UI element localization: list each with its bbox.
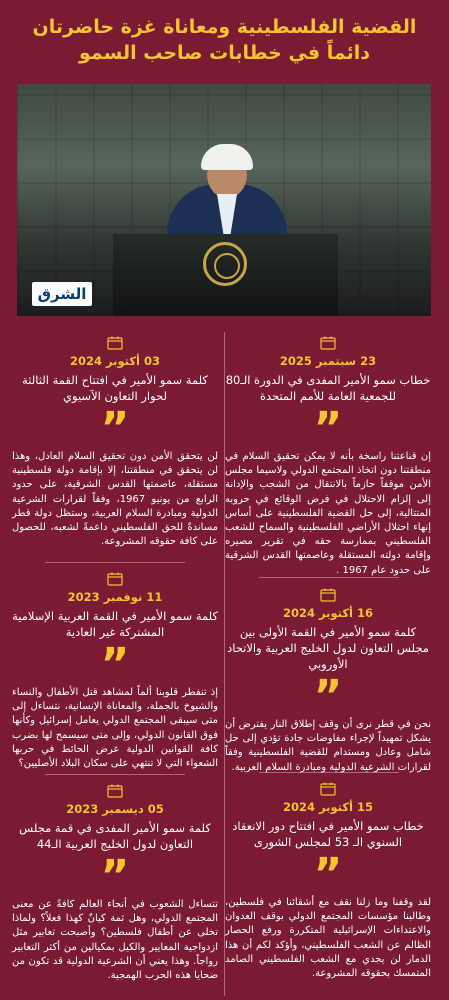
speech-date: 05 ديسمبر 2023 [66,802,164,816]
quote-icon: ” [313,849,343,900]
speech-text: نحن في قطر نرى أن وقف إطلاق النار يفترض أن يشكل تمهيداً لإجراء مفاوضات جادة تؤدي إلى حل شامل وعادل ومستدام للقضية الفلسطينية وفقاً لقرارات الشرعية الدولية ومبادرة السلام العربية. [225,719,431,773]
speech-date: 15 أكتوبر 2024 [282,800,374,814]
speech-date: 11 نوفمبر 2023 [67,590,163,604]
card-separator [45,562,185,563]
speech-date: 03 أكتوبر 2024 [69,354,161,368]
quote-icon: ” [100,403,130,454]
calendar-icon [320,336,336,350]
speech-text: لقد وقفنا وما زلنا نقف مع أشقائنا في فلسطين، وطالبنا مؤسسات المجتمع الدولي بوقف العدوان والاعتداءات الإسرائيلية المتكررة ورفع الحصار الظالم عن الشعب الفلسطيني، وأؤكد لكم أن هذا الدمار لن يجدي مع الشعب الفلسطيني الصامد المتمسك بحقوقه المشروعة. [225,897,431,980]
speech-title: خطاب سمو الأمير في افتتاح دور الانعقاد السنوي الـ 53 لمجلس الشورى [232,819,424,849]
speech-title: كلمة سمو الأمير المفدى في قمة مجلس التعاون لدول الخليج العربية الـ44 [19,821,211,851]
page-title [10,14,439,66]
card-separator [259,577,399,578]
speech-card [12,784,218,983]
speech-title: كلمة سمو الأمير في افتتاح القمة الثالثة لحوار التعاون الآسيوي [22,373,208,403]
quote-icon: ” [313,671,343,722]
calendar-icon [107,336,123,350]
speech-card [225,782,431,981]
quote-icon: ” [313,403,343,454]
speech-date: 23 سبتمبر 2025 [279,354,377,368]
speech-title: خطاب سمو الأمير المفدى في الدورة الـ80 للجمعية العامة للأمم المتحدة [225,373,431,403]
speech-text: إن قناعتنا راسخة بأنه لا يمكن تحقيق السلام في منطقتنا دون اتخاذ المجتمع الدولي ولاسيما مجلس الأمن موقفاً حازماً بالانتقال من الشجب والإدانة إلى إلزام الاحتلال في فرض الوقائع في حروبه المتتالية، إلى حل القضية الفلسطينية على أساس إنهاء احتلال الأراضي الفلسطينية والسماح للشعب الفلسطيني بممارسة حقه في تقرير مصيره وإقامة دولته المستقلة وعاصمتها القدس الشرقية على حدود عام 1967 . [225,451,431,576]
page-title-line-2: دائماً في خطابات صاحب السمو [78,42,371,64]
calendar-icon [320,588,336,602]
speech-text: لن يتحقق الأمن دون تحقيق السلام العادل، وهذا لن يتحقق في منطقتنا، إلا بإقامة دولة فلسطينية مستقلة، عاصمتها القدس الشرقية، على حدود الرابع من يونيو 1967، وفقاً لقرارات الشرعية الدولية ومبادرة السلام العربية، وستظل دولة قطر مساندةً للحق الفلسطيني داعمةً لشعبه، للحصول على كافة حقوقه المشروعة. [12,451,218,548]
un-emblem-icon [203,242,247,286]
speech-card [225,588,431,775]
speech-title: كلمة سمو الأمير في القمة العربية الإسلامية المشتركة غير العادية [12,609,218,639]
speech-card [12,572,218,771]
calendar-icon [107,572,123,586]
speech-text: تتساءل الشعوب في أنحاء العالم كافةً عن معنى المجتمع الدولي، وهل ثمة كيانٌ كهذا فعلاً؟ ولماذا تخلى عن أطفال فلسطين؟ وأصبحت تعابير مثل ازدواجية المعايير والكيل بمكيالين من أكثر التعابير رواجاً. وهذا يعني أن الشرعية الدولية قد تكون من ضحايا هذه الحرب الهمجية. [12,899,218,982]
speech-card [12,336,218,549]
speech-card [225,336,431,578]
quote-icon: ” [100,851,130,902]
card-separator [259,772,399,773]
calendar-icon [107,784,123,798]
quote-icon: ” [100,639,130,690]
brand-logo: الشرق [32,282,92,306]
page-title-line-1: القضية الفلسطينية ومعاناة غزة حاضرتان [32,16,417,38]
card-separator [45,774,185,775]
speech-text: إذ تنفطر قلوبنا ألماً لمشاهد قتل الأطفال والنساء والشيوخ بالجملة، والمعاناة الإنسانية، نتساءل إلى متى سيبقى المجتمع الدولي يعامل إسرائيل وكأنها فوق القانون الدولي، وإلى متى سيسمح لها بضرب كافة القوانين الدولية عرض الحائط في حربها الشعواء التي لا تنتهي على سكان البلاد الأصليين؟ [12,687,218,770]
speech-date: 16 أكتوبر 2024 [282,606,374,620]
calendar-icon [320,782,336,796]
speech-title: كلمة سمو الأمير في القمة الأولى بين مجلس التعاون لدول الخليج العربية والاتحاد الأوروبي [227,625,429,671]
